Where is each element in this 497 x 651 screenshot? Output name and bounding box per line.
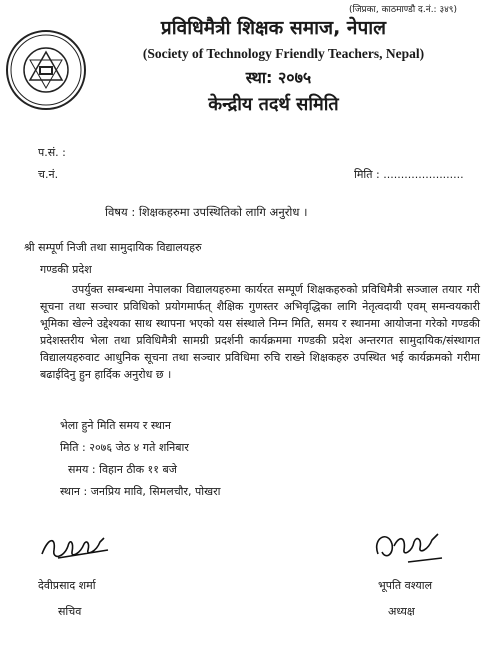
date-field: मिति : .......................: [354, 168, 464, 181]
event-date: मिति : २०७६ जेठ ४ गते शनिबार: [60, 441, 189, 454]
event-time: समय : विहान ठीक ११ बजे: [68, 463, 177, 476]
recipient-line-2: गण्डकी प्रदेश: [40, 263, 92, 276]
body-paragraph: उपर्युक्त सम्बन्धमा नेपालका विद्यालयहरुमा कार्यरत सम्पूर्ण शिक्षकहरुको प्रविधिमैत्री सञ्जाल तयार गरी सूचना तथा सञ्चार प्रविधिको प्रयोगमार्फत् शैक्षिक गुणस्तर अभिवृद्धिका लागि नेतृत्वदायी एवम् समन्वयकारी भूमिका खेल्ने उद्देश्यका साथ स्थापना भएको यस संस्थाले निम्न मिति, समय र स्थानमा आयोजना गरेको गण्डकी प्रदेशस्तरीय भेला तथा प्रविधिमैत्री सामग्री प्रदर्शनी कार्यक्रममा गण्डकी प्रदेश अन्तरगत सामुदायिक/संस्थागत विद्यालयहरुवाट आधुनिक सूचना तथा सञ्चार प्रविधिमा रुचि राख्ने शिक्षकहरु उपस्थित भई कार्यक्रमको गरीमा बढाईदिनु हुन हार्दिक अनुरोध छ ।: [40, 283, 480, 381]
org-name-english: (Society of Technology Friendly Teachers, Nepal): [142, 46, 425, 61]
committee-name: केन्द्रीय तदर्थ समिति: [208, 94, 339, 115]
right-signature: [368, 524, 448, 572]
left-signature: [38, 528, 118, 572]
event-place: स्थान : जनप्रिय मावि, सिमलचौर, पोखरा: [60, 485, 221, 498]
established-year: स्था: २०७५: [245, 68, 312, 87]
cn-label: च.नं.: [38, 168, 59, 181]
recipient-line-1: श्री सम्पूर्ण निजी तथा सामुदायिक विद्यालयहरु: [24, 241, 202, 254]
secretary-name: देवीप्रसाद शर्मा: [38, 579, 96, 592]
president-title: अध्यक्ष: [388, 605, 415, 618]
ps-label: प.सं. :: [38, 146, 66, 159]
letter-body: [40, 281, 480, 383]
org-name-nepali: प्रविधिमैत्री शिक्षक समाज, नेपाल: [160, 17, 387, 39]
secretary-title: सचिव: [58, 605, 82, 618]
event-heading: भेला हुने मिति समय र स्थान: [60, 419, 171, 432]
president-name: भूपति वश्याल: [378, 579, 433, 592]
letter-subject: विषय : शिक्षकहरुमा उपस्थितिको लागि अनुरोध ।: [105, 205, 308, 219]
registration-number: (जिप्रका, काठमाण्डौ द.नं.: ३४९): [348, 5, 457, 15]
